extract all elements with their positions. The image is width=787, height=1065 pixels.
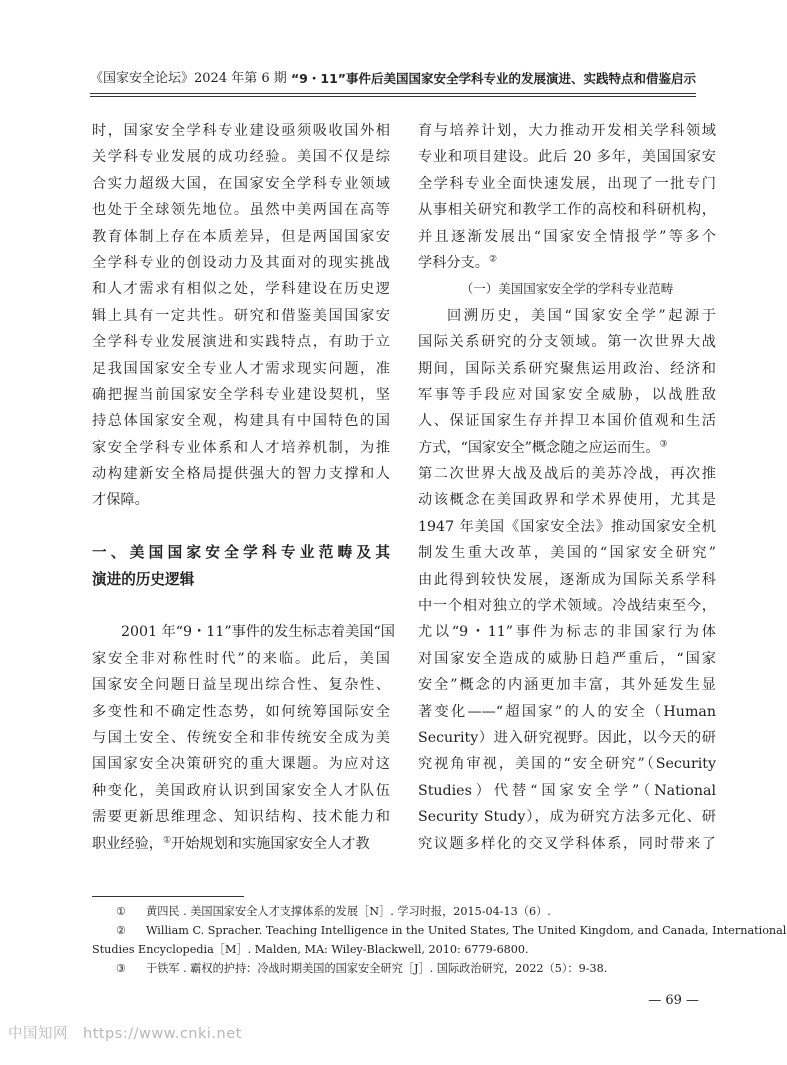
footnotes: [92, 902, 787, 978]
footnote-number: ①: [116, 905, 127, 918]
text-line: 才保障。: [92, 492, 149, 509]
text-line: 并且逐渐发展出“国家安全情报学”等多个: [418, 228, 716, 245]
text-line: 动构建新安全格局提供强大的智力支撑和人: [92, 466, 390, 483]
text-segment: 学科分支。: [418, 254, 489, 271]
text-line: 军事等手段应对国家安全威胁，以战胜敌: [418, 386, 716, 403]
text-line: 国际关系研究的分支领域。第一次世界大战: [418, 334, 716, 351]
journal-issue: 《国家安全论坛》2024 年第 6 期: [90, 71, 287, 86]
text-line: [92, 831, 390, 857]
text-line: 合实力超级大国，在国家安全学科专业领域: [92, 175, 390, 192]
section-heading: 一、美国国家安全学科专业范畴及其: [92, 544, 390, 562]
text-line: Studies）代替“国家安全学”（National: [418, 782, 716, 799]
text-line: Security）进入研究视野。因此，以今天的研: [418, 729, 716, 746]
section-heading: 演进的历史逻辑: [92, 570, 195, 588]
text-line: Security Study），成为研究方法多元化、研: [418, 809, 716, 826]
footnote-continuation: [92, 940, 698, 959]
text-line: 动该概念在美国政界和学术界使用，尤其是: [418, 492, 716, 509]
text-line: 多变性和不确定性态势，如何统筹国际安全: [92, 703, 390, 720]
subsection-heading: （一）美国国家安全学的学科专业范畴: [460, 281, 674, 297]
text-line: 究议题多样化的交叉学科体系，同时带来了: [418, 835, 716, 852]
header-rule: [90, 93, 696, 94]
text-line: 需要更新思维理念、知识结构、技术能力和: [92, 809, 390, 826]
text-line: 全学科专业发展演进和实践特点，有助于立: [92, 334, 390, 351]
left-column: [92, 118, 395, 857]
footnote-number: ③: [116, 962, 127, 975]
text-line: 家安全学科专业体系和人才培养机制，为推: [92, 439, 390, 456]
text-line: 究视角审视，美国的“安全研究”（Security: [418, 756, 716, 773]
text-line: 安全”概念的内涵更加丰富，其外延发生显: [418, 677, 716, 694]
text-line: 教育体制上存在本质差异，但是两国国家安: [92, 228, 390, 245]
footnote: [92, 959, 698, 978]
footnote-text: 黄四民 . 美国国家安全人才支撑体系的发展［N］. 学习时报，2015-04-13（6）.: [146, 905, 551, 918]
footnote: [92, 902, 698, 921]
header-rule-double: [90, 96, 696, 97]
text-line: 制发生重大改革，美国的“国家安全研究”: [418, 545, 716, 562]
text-line: 专业和项目建设。此后 20 多年，美国国家安: [418, 149, 716, 166]
text-segment: 职业经验，: [92, 835, 163, 852]
footnote-ref[interactable]: ③: [659, 438, 668, 449]
text-line: 第二次世界大战及战后的美苏冷战，再次推: [418, 466, 716, 483]
text-line: 由此得到较快发展，逐渐成为国际关系学科: [418, 571, 716, 588]
text-line: 2001 年“9・11”事件的发生标志着美国“国: [121, 624, 395, 641]
text-line: 辑上具有一定共性。研究和借鉴美国国家安: [92, 307, 390, 324]
text-line: 足我国国家安全专业人才需求现实问题，准: [92, 360, 390, 377]
text-line: 人、保证国家生存并捍卫本国价值观和生活: [418, 413, 716, 430]
text-line: 尤以“9・11”事件为标志的非国家行为体: [418, 624, 716, 641]
text-line: 与国土安全、传统安全和非传统安全成为美: [92, 729, 390, 746]
footnote-number: ②: [116, 924, 127, 937]
text-segment: 方式，“国家安全”概念随之应运而生。: [418, 439, 660, 456]
text-line: 家安全非对称性时代”的来临。此后，美国: [92, 650, 390, 667]
text-line: 育与培养计划，大力推动开发相关学科领域: [418, 123, 716, 139]
text-segment: 开始规划和实施国家安全人才教: [171, 835, 370, 852]
text-line: 时，国家安全学科专业建设亟须吸收国外相: [92, 123, 390, 139]
text-line: 对国家安全造成的威胁日趋严重后，“国家: [418, 650, 716, 667]
cnki-watermark[interactable]: 中国知网 https://www.cnki.net: [8, 1026, 242, 1042]
text-line: 期间，国际关系研究聚焦运用政治、经济和: [418, 360, 716, 377]
text-line: 国国家安全决策研究的重大课题。为应对这: [92, 756, 390, 773]
text-line: 全学科专业全面快速发展，出现了一批专门: [418, 175, 716, 192]
running-header: [90, 68, 696, 90]
text-line: 也处于全球领先地位。虽然中美两国在高等: [92, 202, 390, 219]
text-line: 中一个相对独立的学术领域。冷战结束至今，: [418, 598, 716, 615]
footnote-text: William C. Spracher. Teaching Intelligence in the United States, The United Kingdom, and Canada, International: [146, 924, 787, 937]
footnote-text: 于铁军 . 霸权的护持：冷战时期美国的国家安全研究［J］. 国际政治研究，2022（5）：9-38.: [146, 962, 608, 975]
article-title-header: “9・11”事件后美国国家安全学科专业的发展演进、实践特点和借鉴启示: [290, 71, 696, 86]
text-line: 全学科专业的创设动力及其面对的现实挑战: [92, 254, 390, 271]
text-line: 种变化，美国政府认识到国家安全人才队伍: [92, 782, 390, 799]
text-line: 关学科专业发展的成功经验。美国不仅是综: [92, 149, 390, 166]
text-line: 回溯历史，美国“国家安全学”起源于: [447, 307, 716, 324]
text-line: 著变化——“超国家”的人的安全（Human: [418, 703, 716, 720]
text-line: 持总体国家安全观，构建具有中国特色的国: [92, 413, 390, 430]
text-line: 1947 年美国《国家安全法》推动国家安全机: [418, 518, 716, 535]
text-line: 确把握当前国家安全学科专业建设契机，坚: [92, 386, 390, 403]
text-line: 国家安全问题日益呈现出综合性、复杂性、: [92, 677, 390, 694]
footnote-text: Studies Encyclopedia［M］. Malden, MA: Wiley-Blackwell, 2010: 6779-6800.: [92, 943, 529, 956]
footnote-ref[interactable]: ②: [488, 254, 498, 265]
footnote-rule: [92, 896, 244, 897]
page-number: — 69 —: [648, 993, 699, 1008]
text-line: 从事相关研究和教学工作的高校和科研机构，: [418, 202, 716, 219]
footnote-ref[interactable]: ①: [162, 834, 172, 845]
footnote: [92, 921, 787, 940]
text-line: [418, 250, 716, 276]
right-column: [418, 118, 716, 857]
text-line: [418, 435, 716, 461]
text-line: 和人才需求有相似之处，学科建设在历史逻: [92, 281, 390, 298]
